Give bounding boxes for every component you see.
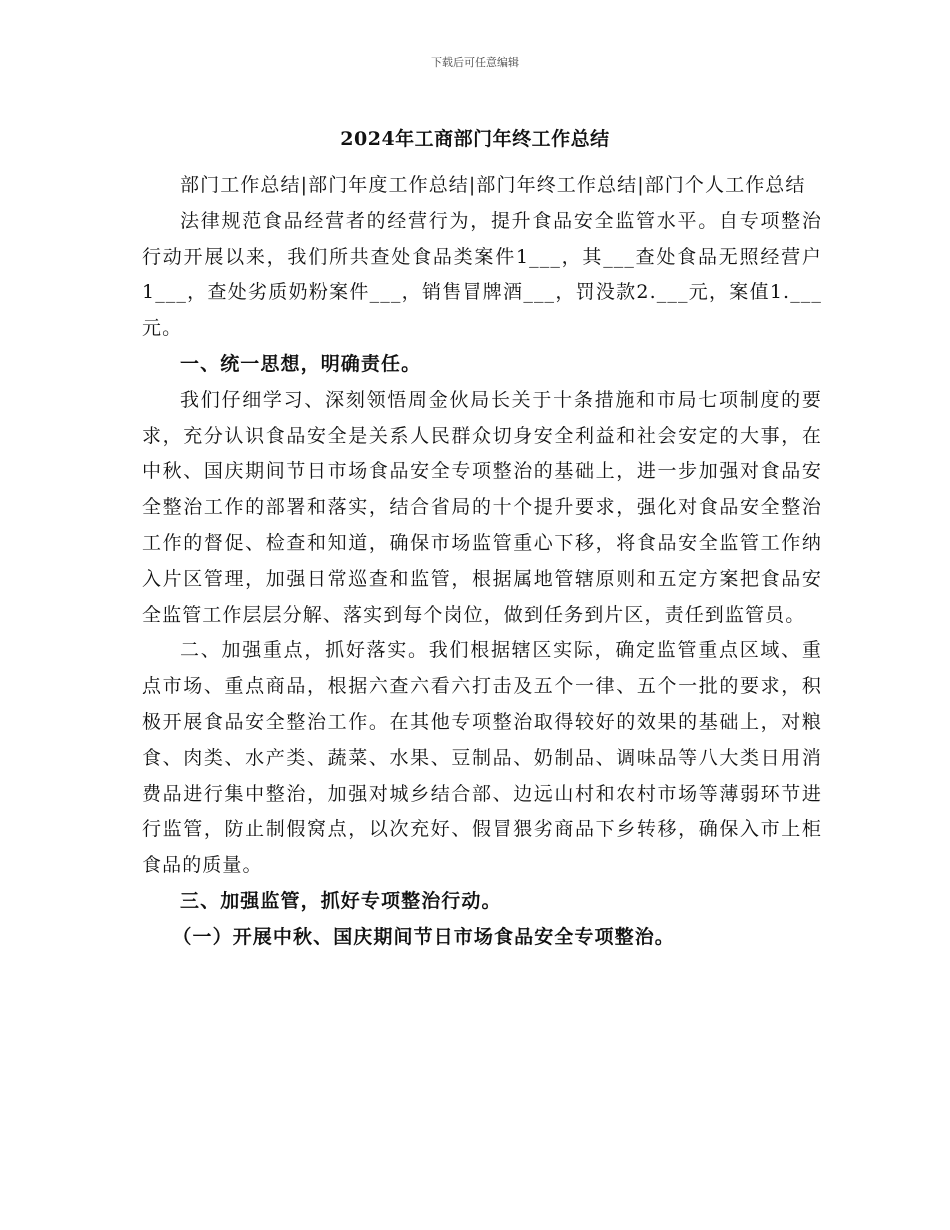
- intro-paragraph: 法律规范食品经营者的经营行为，提升食品安全监管水平。自专项整治行动开展以来，我们所共查处食品类案件1___，其___查处食品无照经营户1___，查处劣质奶粉案件___，销售冒牌酒___，罚没款2.___元，案值1.___元。: [142, 209, 822, 340]
- section-heading-1: 一、统一思想，明确责任。: [180, 352, 422, 375]
- section-heading-3: 三、加强监管，抓好专项整治行动。: [180, 889, 502, 912]
- category-tags: 部门工作总结|部门年度工作总结|部门年终工作总结|部门个人工作总结: [180, 174, 806, 196]
- subsection-heading-3-1: （一）开展中秋、国庆期间节日市场食品安全专项整治。: [172, 925, 675, 948]
- section-2-paragraph: 二、加强重点，抓好落实。我们根据辖区实际，确定监管重点区域、重点市场、重点商品，根据六查六看六打击及五个一律、五个一批的要求，积极开展食品安全整治工作。在其他专项整治取得较好的效果的基础上，对粮食、肉类、水产类、蔬菜、水果、豆制品、奶制品、调味品等八大类日用消费品进行集中整治，加强对城乡结合部、边远山村和农村市场等薄弱环节进行监管，防止制假窝点，以次充好、假冒猥劣商品下乡转移，确保入市上柜食品的质量。: [142, 639, 822, 877]
- section-1-paragraph: 我们仔细学习、深刻领悟周金伙局长关于十条措施和市局七项制度的要求，充分认识食品安全是关系人民群众切身安全利益和社会安定的大事，在中秋、国庆期间节日市场食品安全专项整治的基础上，进一步加强对食品安全整治工作的部署和落实，结合省局的十个提升要求，强化对食品安全整治工作的督促、检查和知道，确保市场监管重心下移，将食品安全监管工作纳入片区管理，加强日常巡查和监管，根据属地管辖原则和五定方案把食品安全监管工作层层分解、落实到每个岗位，做到任务到片区，责任到监管员。: [142, 388, 822, 626]
- document-title: 2024年工商部门年终工作总结: [340, 128, 610, 150]
- header-note: 下载后可任意编辑: [431, 56, 519, 69]
- document-body: [142, 168, 822, 956]
